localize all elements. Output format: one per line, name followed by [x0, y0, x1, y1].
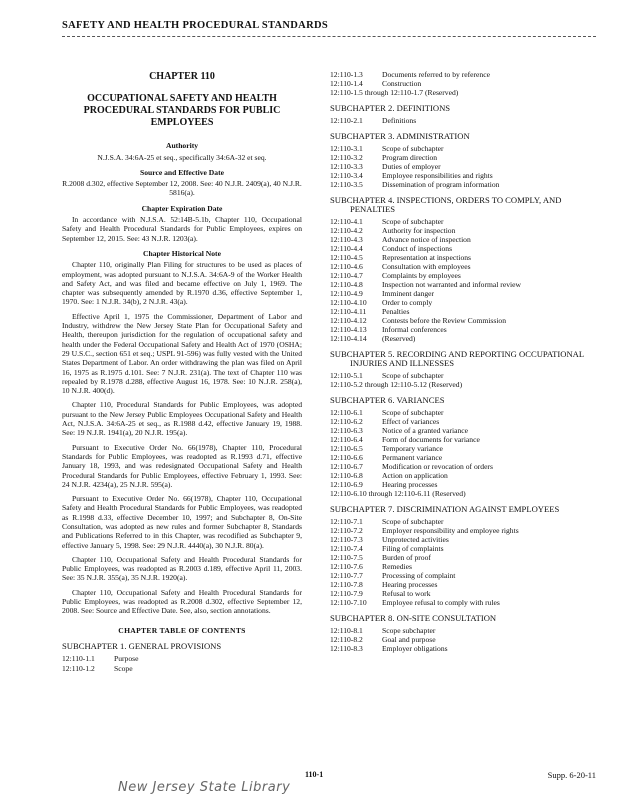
section-title: Employer obligations: [382, 644, 448, 653]
section-title: Unprotected activities: [382, 535, 449, 544]
toc-section-row: [330, 517, 602, 526]
section-number: 12:110-7.7: [330, 571, 363, 580]
toc-section-row: [330, 298, 602, 307]
right-column: [330, 70, 602, 653]
toc-section-row: [330, 70, 602, 79]
section-title: Complaints by employees: [382, 271, 461, 280]
header-rule: [62, 36, 596, 37]
section-number: 12:110-6.8: [330, 471, 363, 480]
toc-section-row: [330, 535, 602, 544]
subchapter-heading: SUBCHAPTER 1. GENERAL PROVISIONS: [62, 640, 222, 651]
section-title: Action on application: [382, 471, 448, 480]
section-title: Scope of subchapter: [382, 217, 444, 226]
section-number: 12:110-6.5: [330, 444, 363, 453]
section-list: [330, 144, 602, 189]
section-number: 12:110-7.10: [330, 598, 367, 607]
toc-section-row: [330, 480, 602, 489]
section-range-row: [330, 380, 602, 389]
section-title: Program direction: [382, 153, 438, 162]
toc-section-row: [330, 171, 602, 180]
section-number: 12:110-2.1: [330, 116, 363, 125]
section-title: Advance notice of inspection: [382, 235, 471, 244]
section-title: Hearing processes: [382, 580, 438, 589]
section-number: 12:110-1.1: [62, 654, 95, 664]
toc-section-row: [330, 435, 602, 444]
subchapter-heading: SUBCHAPTER 7. DISCRIMINATION AGAINST EMPLOYEES: [330, 504, 560, 514]
section-list: [330, 517, 602, 607]
section-title: Definitions: [382, 116, 417, 125]
section-number: 12:110-3.5: [330, 180, 363, 189]
section-number: 12:110-4.14: [330, 334, 367, 343]
left-column: [62, 72, 302, 673]
section-number: 12:110-7.1: [330, 517, 363, 526]
section-title: Imminent danger: [382, 289, 435, 298]
section-title: Purpose: [114, 654, 139, 664]
toc-section-row: [330, 235, 602, 244]
toc-section-row: [330, 626, 602, 635]
toc-section-row: [330, 280, 602, 289]
toc-section-row: [330, 635, 602, 644]
section-title: Authority for inspection: [382, 226, 456, 235]
historical-paragraph: Chapter 110, Occupational Safety and Health Procedural Standards for Public Employees, was readopted as R.2003 d.189, effective April 11, 2003. See: 35 N.J.R. 355(a), 35 N.J.R. 1920(a).: [62, 554, 302, 583]
section-number: 12:110-6.4: [330, 435, 363, 444]
toc-section-row: [330, 589, 602, 598]
historical-paragraph: Pursuant to Executive Order No. 66(1978), Chapter 110, Procedural Standards for Public Employees, was readopted as R.1993 d.71, effective January 18, 1993, and was redesignated Occupational Safety and Health Procedural Standards for Public Employees, effective February 1, 1993. See: 24 N.J.R. 4234(a), 25 N.J.R. 595(a).: [62, 442, 302, 489]
section-range-row: [330, 489, 602, 498]
authority-text: N.J.S.A. 34:6A-25 et seq., specifically 34:6A-32 et seq.: [97, 152, 267, 162]
source-heading: Source and Effective Date: [139, 167, 224, 177]
expiration-text: In accordance with N.J.S.A. 52:14B-5.1b, Chapter 110, Occupational Safety and Health Procedural Standards for Public Employees, expires on September 12, 2015. See: 43 N.J.R. 1203(a).: [62, 215, 302, 243]
toc-section-row: [330, 371, 602, 380]
section-title: Dissemination of program information: [382, 180, 500, 189]
toc-section-row: [330, 408, 602, 417]
toc-section-row: [330, 153, 602, 162]
section-title: Penalties: [382, 307, 410, 316]
authority-heading: Authority: [165, 141, 199, 151]
section-number: 12:110-7.8: [330, 580, 363, 589]
section-title: Filing of complaints: [382, 544, 444, 553]
section-title: Effect of variances: [382, 417, 440, 426]
expiration-heading: Chapter Expiration Date: [141, 203, 223, 213]
toc-section-row: [330, 644, 602, 653]
toc-section-row: [330, 316, 602, 325]
section-list: [330, 217, 602, 343]
section-title: Notice of a granted variance: [382, 426, 469, 435]
section-title: Scope of subchapter: [382, 371, 444, 380]
chapter-title: OCCUPATIONAL SAFETY AND HEALTH PROCEDURAL STANDARDS FOR PUBLIC EMPLOYEES: [83, 93, 281, 129]
section-title: Processing of complaint: [382, 571, 456, 580]
section-number: 12:110-8.3: [330, 644, 363, 653]
toc-section-row: [330, 580, 602, 589]
section-title: Employee refusal to comply with rules: [382, 598, 500, 607]
subchapter-heading: SUBCHAPTER 2. DEFINITIONS: [330, 103, 451, 113]
toc-section-row: [330, 180, 602, 189]
toc-section-row: [330, 553, 602, 562]
section-number: 12:110-8.1: [330, 626, 363, 635]
section-title: Goal and purpose: [382, 635, 436, 644]
section-title: Consultation with employees: [382, 262, 471, 271]
section-title: Informal conferences: [382, 325, 447, 334]
section-number: 12:110-4.9: [330, 289, 363, 298]
section-title: Scope subchapter: [382, 626, 436, 635]
section-title: Refusal to work: [382, 589, 431, 598]
section-range: 12:110-6.10 through 12:110-6.11 (Reserved): [330, 489, 466, 498]
section-title: Contests before the Review Commission: [382, 316, 507, 325]
section-number: 12:110-4.11: [330, 307, 367, 316]
chapter-number: CHAPTER 110: [149, 71, 215, 82]
section-list: [330, 70, 602, 88]
section-title: Modification or revocation of orders: [382, 462, 493, 471]
toc-section-row: [330, 462, 602, 471]
section-number: 12:110-6.6: [330, 453, 363, 462]
toc-section-row: [330, 262, 602, 271]
toc-heading: CHAPTER TABLE OF CONTENTS: [118, 625, 246, 635]
subchapter-heading: SUBCHAPTER 5. RECORDING AND REPORTING OCCUPATIONAL INJURIES AND ILLNESSES: [330, 349, 584, 368]
section-title: Permanent variance: [382, 453, 443, 462]
historical-paragraph: Effective April 1, 1975 the Commissioner, Department of Labor and Industry, withdrew the New Jersey State Plan for Occupational Safety and Health, thereupon jurisdiction for the regulation of occupational safety and health under the Federal Occupational Safety and Health Act of 1970 (OSHA; 29 U.S.C., section 651 et seq.; USPL 91-596) was fully vested with the United States Department of Labor. An order withdrawing the plan was filed on April 16, 1975 as R.1975 d.101. See: 7 N.J.R. 231(a). The text of Chapter 110 was repealed by R.1978 d.288, effective August 16, 1978. See: 10 N.J.R. 258(a), 10 N.J.R. 400(d).: [62, 311, 302, 396]
section-number: 12:110-7.9: [330, 589, 363, 598]
section-number: 12:110-6.9: [330, 480, 363, 489]
section-number: 12:110-6.3: [330, 426, 363, 435]
toc-section-row: [330, 526, 602, 535]
section-title: Order to comply: [382, 298, 433, 307]
section-number: 12:110-7.4: [330, 544, 363, 553]
section-title: (Reserved): [382, 334, 416, 343]
section-number: 12:110-4.12: [330, 316, 367, 325]
section-number: 12:110-5.1: [330, 371, 363, 380]
section-number: 12:110-3.4: [330, 171, 363, 180]
section-title: Temporary variance: [382, 444, 443, 453]
running-head: SAFETY AND HEALTH PROCEDURAL STANDARDS: [62, 20, 328, 31]
section-number: 12:110-7.6: [330, 562, 363, 571]
page-number: 110-1: [305, 770, 324, 779]
section-number: 12:110-4.8: [330, 280, 363, 289]
section-title: Representation at inspections: [382, 253, 471, 262]
subchapter-heading: SUBCHAPTER 4. INSPECTIONS, ORDERS TO COMPLY, AND PENALTIES: [330, 195, 562, 214]
historical-paragraph: Chapter 110, Procedural Standards for Public Employees, was adopted pursuant to the New Jersey Public Employees Occupational Safety and Health Act, N.J.S.A. 34:6A-25 et seq., as R.1988 d.42, effective January 19, 1988. See: 19 N.J.R. 1941(a), 20 N.J.R. 195(a).: [62, 400, 302, 438]
historical-paragraph: Chapter 110, Occupational Safety and Health Procedural Standards for Public Employees, was readopted as R.2008 d.302, effective September 12, 2008. See: Source and Effective Date. See, also, section annotations.: [62, 587, 302, 616]
section-number: 12:110-4.4: [330, 244, 363, 253]
section-title: Duties of employer: [382, 162, 441, 171]
section-title: Hearing processes: [382, 480, 438, 489]
toc-section-row: [330, 471, 602, 480]
section-number: 12:110-4.2: [330, 226, 363, 235]
section-number: 12:110-7.2: [330, 526, 363, 535]
section-number: 12:110-1.3: [330, 70, 363, 79]
section-title: Scope: [114, 663, 133, 673]
section-title: Employee responsibilities and rights: [382, 171, 493, 180]
toc-section-row: [330, 453, 602, 462]
subchapter-heading: SUBCHAPTER 6. VARIANCES: [330, 395, 445, 405]
source-text: R.2008 d.302, effective September 12, 2008. See: 40 N.J.R. 2409(a), 40 N.J.R. 5816(a).: [62, 179, 302, 198]
section-title: Documents referred to by reference: [382, 70, 490, 79]
section-number: 12:110-3.3: [330, 162, 363, 171]
toc-section-row: [330, 307, 602, 316]
section-number: 12:110-3.1: [330, 144, 363, 153]
historical-note-heading: Chapter Historical Note: [143, 248, 221, 258]
supplement-date: Supp. 6-20-11: [547, 770, 596, 780]
section-list: [330, 371, 602, 380]
section-range: 12:110-1.5 through 12:110-1.7 (Reserved): [330, 88, 459, 97]
section-title: Employer responsibility and employee rights: [382, 526, 519, 535]
toc-section-row: [330, 334, 602, 343]
section-number: 12:110-3.2: [330, 153, 363, 162]
section-number: 12:110-6.2: [330, 417, 363, 426]
section-title: Scope of subchapter: [382, 144, 444, 153]
toc-section-row: [330, 444, 602, 453]
toc-section-row: [330, 271, 602, 280]
toc-section-row: [330, 253, 602, 262]
historical-paragraph: Pursuant to Executive Order No. 66(1978), Chapter 110, Occupational Safety and Health Procedural Standards for Public Employees, was readopted as R.1998 d.33, effective December 10, 1997; and Subchapter 8, On-Site Consultation, was adopted as new rules and former Subchapter 8, Standards and Publications Referred to in this Chapter, was recodified as Subchapter 9, effective January 5, 1998. See: 29 N.J.R. 4440(a), 30 N.J.R. 80(a).: [62, 494, 302, 550]
toc-section-row: [62, 664, 302, 673]
section-title: Construction: [382, 79, 422, 88]
toc-section-row: [330, 226, 602, 235]
section-list: [330, 408, 602, 489]
section-number: 12:110-4.5: [330, 253, 363, 262]
toc-section-row: [330, 426, 602, 435]
toc-section-row: [330, 571, 602, 580]
section-list: [330, 626, 602, 653]
historical-paragraph: Chapter 110, originally Plan Filing for structures to be used as places of employment, was adopted pursuant to N.J.S.A. 34:6A-9 of the Worker Health and Safety Act, and was filed and became effective on July 1, 1969. The chapter was subsequently amended by R.1970 d.36, effective September 1, 1970. See: 1 N.J.R. 34(b), 2 N.J.R. 43(a).: [62, 260, 302, 307]
section-range: 12:110-5.2 through 12:110-5.12 (Reserved): [330, 380, 463, 389]
toc-section-row: [330, 217, 602, 226]
section-title: Scope of subchapter: [382, 517, 444, 526]
section-number: 12:110-7.5: [330, 553, 363, 562]
section-title: Inspection not warranted and informal review: [382, 280, 521, 289]
section-title: Burden of proof: [382, 553, 431, 562]
toc-section-row: [330, 325, 602, 334]
section-number: 12:110-6.7: [330, 462, 363, 471]
section-range-row: [330, 88, 602, 97]
toc-section-row: [330, 544, 602, 553]
subchapter-heading: SUBCHAPTER 3. ADMINISTRATION: [330, 131, 470, 141]
section-number: 12:110-1.2: [62, 663, 95, 673]
section-title: Form of documents for variance: [382, 435, 480, 444]
section-number: 12:110-1.4: [330, 79, 363, 88]
section-number: 12:110-4.7: [330, 271, 363, 280]
section-list: [62, 654, 302, 673]
section-number: 12:110-7.3: [330, 535, 363, 544]
toc-section-row: [330, 562, 602, 571]
toc-section-row: [330, 116, 602, 125]
section-number: 12:110-4.3: [330, 235, 363, 244]
section-number: 12:110-4.6: [330, 262, 363, 271]
section-title: Conduct of inspections: [382, 244, 453, 253]
section-number: 12:110-6.1: [330, 408, 363, 417]
section-title: Remedies: [382, 562, 412, 571]
library-stamp: New Jersey State Library: [118, 780, 291, 795]
toc-section-row: [330, 244, 602, 253]
section-number: 12:110-8.2: [330, 635, 363, 644]
toc-section-row: [330, 417, 602, 426]
toc-section-row: [330, 598, 602, 607]
toc-section-row: [330, 144, 602, 153]
subchapter-heading: SUBCHAPTER 8. ON-SITE CONSULTATION: [330, 613, 497, 623]
section-title: Scope of subchapter: [382, 408, 444, 417]
section-number: 12:110-4.1: [330, 217, 363, 226]
section-number: 12:110-4.13: [330, 325, 367, 334]
section-list: [330, 116, 602, 125]
toc-section-row: [330, 289, 602, 298]
toc-section-row: [62, 654, 302, 663]
toc-section-row: [330, 162, 602, 171]
section-number: 12:110-4.10: [330, 298, 367, 307]
toc-section-row: [330, 79, 602, 88]
